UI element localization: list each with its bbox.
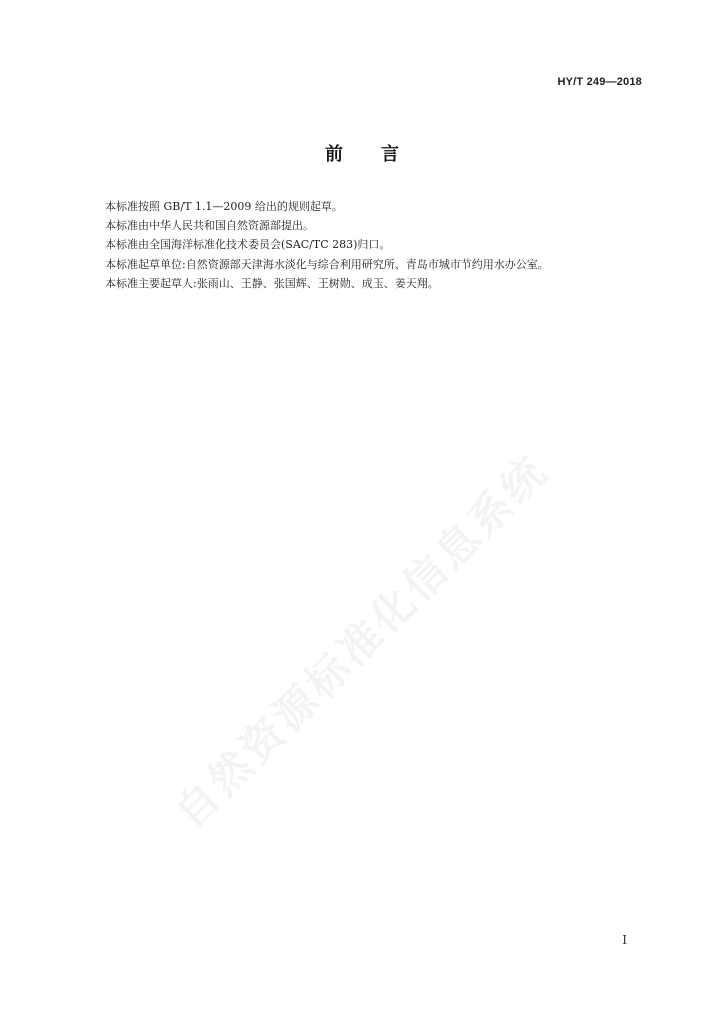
page-number: I	[622, 933, 627, 947]
paragraph-main-drafters: 本标准主要起草人:张雨山、王静、张国辉、王树勋、成玉、姜天翔。	[105, 276, 439, 290]
foreword-body	[105, 197, 645, 293]
paragraph-technical-committee: 本标准由全国海洋标准化技术委员会(SAC/TC 283)归口。	[105, 238, 391, 252]
paragraph-drafting-rules: 本标准按照 GB/T 1.1—2009 给出的规则起草。	[105, 200, 343, 213]
document-code: HY/T 249—2018	[557, 76, 642, 88]
paragraph-drafting-units: 本标准起草单位:自然资源部天津海水淡化与综合利用研究所、青岛市城市节约用水办公室。	[105, 257, 549, 271]
watermark: 自然资源标准化信息系统	[165, 445, 558, 838]
paragraph-proposer: 本标准由中华人民共和国自然资源部提出。	[105, 219, 314, 233]
section-title-foreword: 前言	[325, 144, 437, 165]
